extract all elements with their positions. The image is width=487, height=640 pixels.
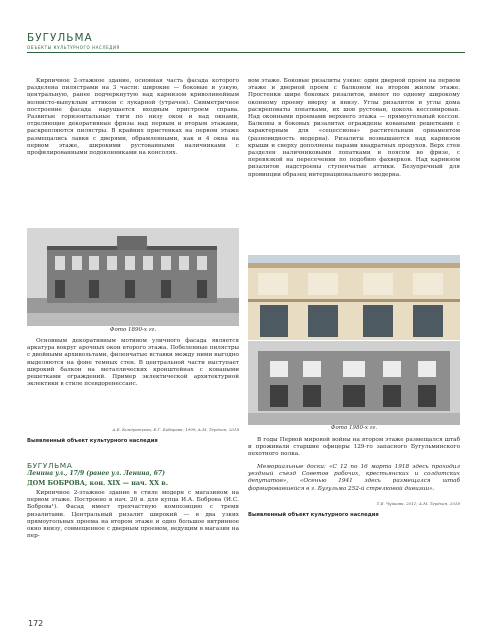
heritage-label-left: Выявленный объект культурного наследия bbox=[27, 438, 158, 444]
left-column-text-3: Кирпичное 2-этажное здание в стиле модерн с магазином на первом этаже. Построено в нач. 20 в. для купца И.А. Боброва (И.С. Боброва¹). Фасад имеет трехчастную композицию с тремя ризалитами. Центральный ризалит широкий — в два узких прямоугольных проема на втором этаже и одно большое витринное окно внизу, совмещенное с дверным проемом, ведущим в магазин на пер- bbox=[27, 490, 239, 540]
left-column-text: Кирпичное 2-этажное здание, основная часть фасада которого разделена пилястрами на 3 части: широкие — боковые и узкую, центральную, ранее подчеркнутую над карнизом криволинейным волнисто-выпуклым аттиком с лукарной (утрачен). Симметричное построение фасада нарушается входным пристроем справа. Развитые горизонтальные тяги по низу окон и над окнами, отделяющие декоративные фризы над первым и вторым этажами, раскрепляются пилястры. В крайних пристенках на первом этаже размещались лавки с дверями, обрамленными, как и 4 окна на первом этаже, широкими рустованными наличниками с профилированными подоконниками на консолях. bbox=[27, 78, 239, 157]
historic-photo-caption: Фото 1890-х гг. bbox=[109, 327, 157, 333]
right-column-text-4: Мемориальные доски: «С 12 по 16 марта 1918 здесь проходил уездный съезд Советов рабочих, крестьянских и солдатских депутатов», «Осенью 1941 здесь размещался штаб формировавшейся в г. Бугульма 252-й стрелковой дивизии». bbox=[248, 464, 460, 492]
historic-photo-image bbox=[27, 228, 239, 326]
header-city: БУГУЛЬМА bbox=[27, 32, 93, 44]
right-credit: Т.Е. Чуйкова, 2011; А.М. Терёхин, 2018 bbox=[376, 501, 460, 506]
running-header bbox=[27, 33, 467, 53]
soviet-photo-caption: Фото 1980-х гг. bbox=[330, 425, 378, 431]
section-city: БУГУЛЬМА bbox=[27, 461, 73, 470]
soviet-photo bbox=[248, 341, 460, 425]
left-column-text-2: Основным декоративным мотивом уличного фасада является аркатура вокруг арочных окон второго этажа. Побеленные пилястры с двойными архивольтами, филенчатые вставки между ними выгодно выделяются на фоне темных стен. В центральной части выступает широкий балкон на металлических кронштейнах с коваными решетками ограждений. Пример эклектической архитектурной эклектики в стиле псевдоренессанс. bbox=[27, 338, 239, 388]
right-column-text: вом этаже. Боковые ризалиты узкие: один дверной проем на первом этаже и дверной проем с балконом на втором жилом этаже. Простенки шире боковых ризалитов, имеют по одному широкому оконному проему вверху и внизу. Углы ризалитов и углы дома раскреповаты лопатками, их шов рустован, цоколь кессонирован. Над оконными проемами верхнего этажа — прямоугольный кессон. Балконы в боковых ризалитах ограждены коваными решетками с характерным для «сецессиона» растительным орнаментом (разновидность модерна). Ризалиты возвышаются над карнизом крыши и сверху дополнены парами квадратных продухов. Верх стен разделен наличниковыми лопатками и поясом во фризе, с перевязкой на пересечении по подобию фахверков. Над карнизом ризалитов надстроены ступенчатые аттики. Безупречный для провинции образец интернационального модерна. bbox=[248, 78, 460, 178]
left-credit: А.Е. Кондратьева, Е.Г. Бобарева, 1999; А.М. Терёхин, 2018 bbox=[112, 427, 239, 432]
heritage-label-right: Выявленный объект культурного наследия bbox=[248, 512, 379, 518]
section-building-name: ДОМ БОБРОВА, кон. XIX — нач. XX в. bbox=[27, 479, 168, 487]
header-rule bbox=[27, 52, 465, 53]
soviet-photo-image bbox=[248, 341, 460, 425]
header-subtitle: ОБЪЕКТЫ КУЛЬТУРНОГО НАСЛЕДИЯ bbox=[27, 45, 120, 50]
modern-photo bbox=[248, 255, 460, 340]
right-column-text-3: В годы Первой мировой войны на втором этаже размещался штаб и проживали старшие офицеры 129-го запасного Бугульминского пехотного полка. bbox=[248, 437, 460, 458]
page-number: 172 bbox=[28, 619, 44, 628]
historic-photo bbox=[27, 228, 239, 326]
section-address: Ленина ул., 17/9 (ранее ул. Ленина, 67) bbox=[27, 470, 165, 477]
modern-photo-image bbox=[248, 255, 460, 340]
